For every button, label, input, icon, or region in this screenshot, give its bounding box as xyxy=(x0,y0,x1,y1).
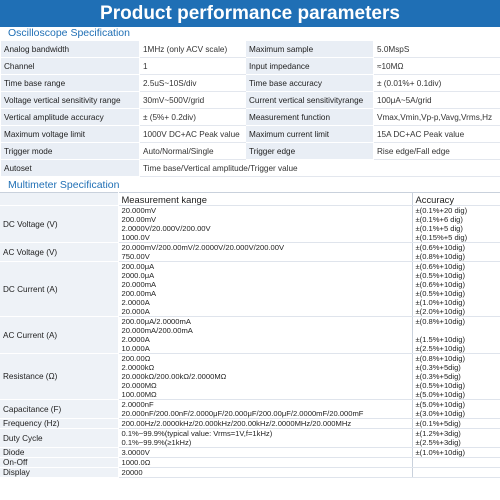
page-banner xyxy=(0,0,500,27)
accuracy-value: ±(0.6%+10dig) xyxy=(415,262,466,271)
spec-value: Rise edge/Fall edge xyxy=(374,143,500,160)
multimeter-row xyxy=(0,429,500,448)
spec-row-autoset xyxy=(1,160,500,177)
accuracy-value xyxy=(416,458,498,467)
spec-row xyxy=(1,143,500,160)
header-measurement-range: Measurement kange xyxy=(118,193,412,206)
multimeter-row xyxy=(0,468,500,478)
range-value: 0.1%~99.9%(≥1kHz) xyxy=(121,438,192,447)
range-value: 2000.0μA xyxy=(121,271,155,280)
spec-row xyxy=(1,92,500,109)
function-name: DC Current (A) xyxy=(0,262,118,317)
spec-value: 100μA~5A/grid xyxy=(374,92,500,109)
accuracy-value: ±(0.5%+10dig) xyxy=(415,271,466,280)
header-accuracy: Accuracy xyxy=(412,193,500,206)
accuracy-value: ±(1.2%+3dig) xyxy=(415,429,461,438)
range-cell xyxy=(118,419,412,429)
spec-row xyxy=(1,58,500,75)
multimeter-row xyxy=(0,458,500,468)
multimeter-row xyxy=(0,400,500,419)
range-value: 200.00μA/2.0000mA xyxy=(121,317,191,326)
range-value: 2.0000kΩ xyxy=(121,363,155,372)
range-cell xyxy=(118,243,412,262)
function-name: DC Voltage (V) xyxy=(0,206,118,243)
range-cell xyxy=(118,262,412,317)
range-value: 100.00MΩ xyxy=(121,390,157,399)
range-cell xyxy=(118,206,412,243)
accuracy-cell xyxy=(412,468,500,478)
multimeter-row xyxy=(0,354,500,400)
range-cell xyxy=(118,458,412,468)
multimeter-spec-table xyxy=(0,192,500,478)
function-name: Frequency (Hz) xyxy=(0,419,118,429)
range-value: 200.00mV xyxy=(121,215,157,224)
accuracy-value: ±(0.1%+5dig) xyxy=(415,419,461,428)
range-value: 200.00mA xyxy=(121,289,157,298)
spec-label: Maximum current limit xyxy=(246,126,374,143)
spec-label: Measurement function xyxy=(246,109,374,126)
accuracy-cell xyxy=(412,206,500,243)
multimeter-row xyxy=(0,206,500,243)
multimeter-row xyxy=(0,448,500,458)
accuracy-value: ±(0.6%+10dig) xyxy=(415,280,466,289)
multimeter-row xyxy=(0,262,500,317)
range-cell xyxy=(118,448,412,458)
range-value: 2.0000V/20.000V/200.00V xyxy=(121,224,211,233)
range-cell xyxy=(118,317,412,354)
accuracy-value: ±(3.0%+10dig) xyxy=(415,409,466,418)
accuracy-value: ±(1.5%+10dig) xyxy=(415,335,466,344)
range-cell xyxy=(118,468,412,478)
range-value: 20.000mV/200.00mV/2.0000V/20.000V/200.00V xyxy=(121,243,285,252)
accuracy-value: ±(2.5%+3dig) xyxy=(415,438,461,447)
range-value: 10.000A xyxy=(121,344,150,353)
accuracy-value: ±(2.5%+10dig) xyxy=(415,344,466,353)
multimeter-row xyxy=(0,243,500,262)
spec-value: 2.5uS~10S/div xyxy=(140,75,246,92)
accuracy-value xyxy=(416,468,498,477)
range-value: 20.000MΩ xyxy=(121,381,157,390)
range-value: 2.0000nF xyxy=(121,400,154,409)
accuracy-value: ±(0.3%+5dig) xyxy=(415,363,461,372)
spec-label: Voltage vertical sensitivity range xyxy=(1,92,140,109)
spec-row xyxy=(1,75,500,92)
accuracy-value xyxy=(416,326,498,335)
accuracy-cell xyxy=(412,458,500,468)
accuracy-value: ±(0.6%+10dig) xyxy=(415,243,466,252)
header-function xyxy=(0,193,118,206)
range-value: 200.00Ω xyxy=(121,354,151,363)
spec-value: ± (5%+ 0.2div) xyxy=(140,109,246,126)
spec-value: 1 xyxy=(140,58,246,75)
function-name: AC Voltage (V) xyxy=(0,243,118,262)
multimeter-row xyxy=(0,419,500,429)
accuracy-cell xyxy=(412,354,500,400)
function-name: Duty Cycle xyxy=(0,429,118,448)
accuracy-value: ±(1.0%+10dig) xyxy=(415,298,466,307)
accuracy-value: ±(0.1%+5 dig) xyxy=(415,224,463,233)
function-name: On-Off xyxy=(0,458,118,468)
spec-value: 30mV~500V/grid xyxy=(140,92,246,109)
spec-label: Channel xyxy=(1,58,140,75)
accuracy-cell xyxy=(412,429,500,448)
range-value: 20.000mA/200.00mA xyxy=(121,326,193,335)
function-name: Display xyxy=(0,468,118,478)
accuracy-value: ±(0.5%+10dig) xyxy=(415,381,466,390)
range-value: 20.000mA xyxy=(121,280,157,289)
range-value: 20.000mV xyxy=(121,206,157,215)
spec-label: Trigger edge xyxy=(246,143,374,160)
range-value: 2.0000A xyxy=(121,335,150,344)
spec-value: Time base/Vertical amplitude/Trigger value xyxy=(140,160,500,177)
spec-value: 1000V DC+AC Peak value xyxy=(140,126,246,143)
range-value: 200.00μA xyxy=(121,262,155,271)
accuracy-value: ±(0.8%+10dig) xyxy=(415,317,466,326)
spec-row xyxy=(1,126,500,143)
accuracy-cell xyxy=(412,262,500,317)
function-name: Capacitance (F) xyxy=(0,400,118,419)
accuracy-value: ±(0.15%+5 dig) xyxy=(415,233,468,242)
spec-label: Time base accuracy xyxy=(246,75,374,92)
spec-label: Trigger mode xyxy=(1,143,140,160)
accuracy-cell xyxy=(412,317,500,354)
range-value: 1000.0Ω xyxy=(121,458,151,467)
spec-label: Autoset xyxy=(1,160,140,177)
range-value: 20000 xyxy=(121,468,143,477)
accuracy-value: ±(0.8%+10dig) xyxy=(415,252,466,261)
spec-value: 1MHz (only ACV scale) xyxy=(140,41,246,58)
spec-value: 5.0MspS xyxy=(374,41,500,58)
accuracy-value: ±(0.3%+5dig) xyxy=(415,372,461,381)
multimeter-section-title: Multimeter Specification xyxy=(8,179,120,191)
spec-row xyxy=(1,41,500,58)
range-value: 20.000kΩ/200.00kΩ/2.0000MΩ xyxy=(121,372,227,381)
spec-value: Auto/Normal/Single xyxy=(140,143,246,160)
spec-value: Vmax,Vmin,Vp-p,Vavg,Vrms,Hz xyxy=(374,109,500,126)
range-value: 750.00V xyxy=(121,252,150,261)
multimeter-header-row xyxy=(0,193,500,206)
accuracy-value: ±(1.0%+10dig) xyxy=(415,448,466,457)
accuracy-value: ±(0.5%+10dig) xyxy=(415,289,466,298)
range-value: 20.000A xyxy=(121,307,150,316)
range-value: 3.0000V xyxy=(121,448,150,457)
range-value: 0.1%~99.9%(typical value: Vrms=1V,f=1kHz) xyxy=(121,429,273,438)
range-value: 200.00Hz/2.0000kHz/20.000kHz/200.00kHz/2.0000MHz/20.000MHz xyxy=(121,419,352,428)
accuracy-cell xyxy=(412,243,500,262)
spec-label: Current vertical sensitivityrange xyxy=(246,92,374,109)
accuracy-cell xyxy=(412,419,500,429)
range-value: 1000.0V xyxy=(121,233,150,242)
spec-label: Analog bandwidth xyxy=(1,41,140,58)
accuracy-value: ±(2.0%+10dig) xyxy=(415,307,466,316)
spec-value: 15A DC+AC Peak value xyxy=(374,126,500,143)
function-name: AC Current (A) xyxy=(0,317,118,354)
range-cell xyxy=(118,400,412,419)
spec-label: Vertical amplitude accuracy xyxy=(1,109,140,126)
accuracy-cell xyxy=(412,400,500,419)
accuracy-value: ±(5.0%+10dig) xyxy=(415,390,466,399)
range-cell xyxy=(118,429,412,448)
oscilloscope-spec-table xyxy=(0,40,500,177)
range-cell xyxy=(118,354,412,400)
spec-label: Input impedance xyxy=(246,58,374,75)
multimeter-row xyxy=(0,317,500,354)
accuracy-cell xyxy=(412,448,500,458)
spec-value: ± (0.01%+ 0.1div) xyxy=(374,75,500,92)
accuracy-value: ±(0.8%+10dig) xyxy=(415,354,466,363)
accuracy-value: ±(5.0%+10dig) xyxy=(415,400,466,409)
accuracy-value: ±(0.1%+6 dig) xyxy=(415,215,463,224)
function-name: Resistance (Ω) xyxy=(0,354,118,400)
spec-row xyxy=(1,109,500,126)
range-value: 2.0000A xyxy=(121,298,150,307)
accuracy-value: ±(0.1%+20 dig) xyxy=(415,206,468,215)
function-name: Diode xyxy=(0,448,118,458)
range-value: 20.000nF/200.00nF/2.0000μF/20.000μF/200.00μF/2.0000mF/20.000mF xyxy=(121,409,364,418)
spec-label: Time base range xyxy=(1,75,140,92)
spec-label: Maximum sample xyxy=(246,41,374,58)
page-title: Product performance parameters xyxy=(100,3,400,24)
spec-value: ≈10MΩ xyxy=(374,58,500,75)
oscilloscope-section-title: Oscilloscope Specification xyxy=(8,27,130,39)
spec-label: Maximum voltage limit xyxy=(1,126,140,143)
